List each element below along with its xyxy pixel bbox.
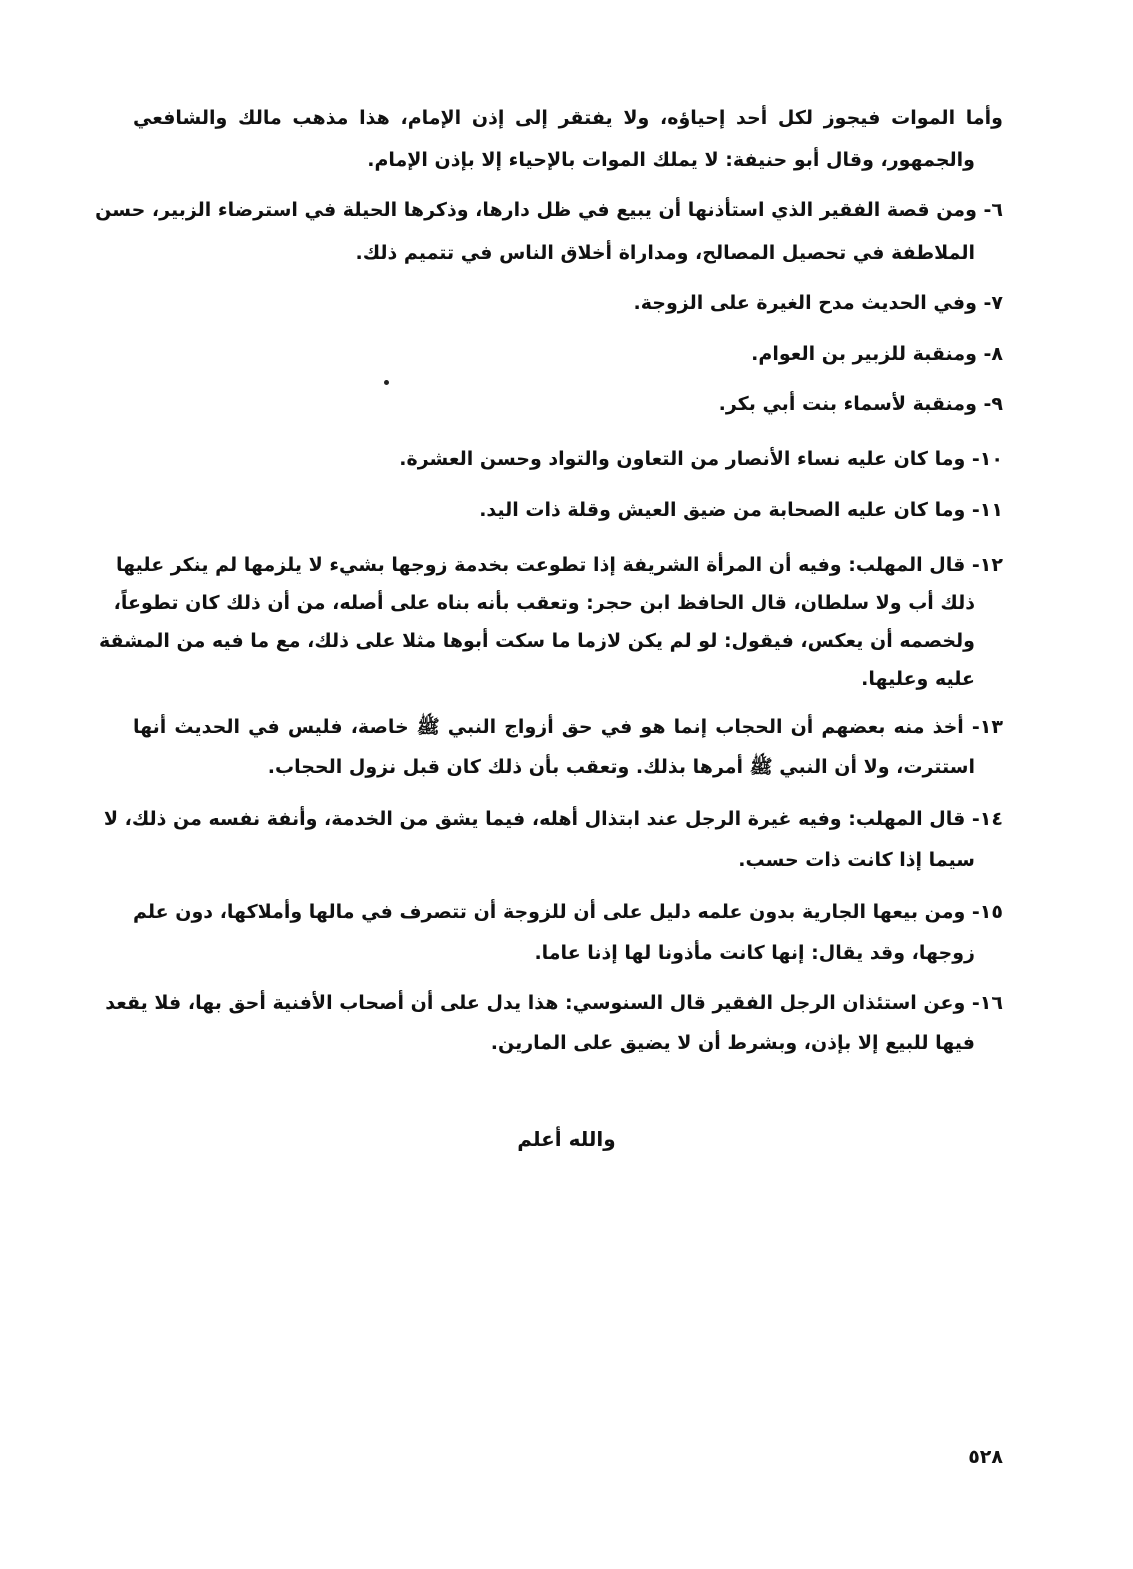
- text-line: ١٢- قال المهلب: وفيه أن المرأة الشريفة إذا تطوعت بخدمة زوجها بشيء لا يلزمها لم ينكر عليها: [116, 554, 1003, 576]
- paragraph-7: ٧- وفي الحديث مدح الغيرة على الزوجة.: [633, 292, 1003, 314]
- paragraph-9: ٩- ومنقبة لأسماء بنت أبي بكر.: [718, 393, 1003, 415]
- text-line: الملاطفة في تحصيل المصالح، ومداراة أخلاق الناس في تتميم ذلك.: [355, 242, 975, 264]
- text-line: فيها للبيع إلا بإذن، وبشرط أن لا يضيق على المارين.: [490, 1032, 975, 1054]
- paragraph-10: ١٠- وما كان عليه نساء الأنصار من التعاون والتواد وحسن العشرة.: [399, 448, 1003, 470]
- text-line: سيما إذا كانت ذات حسب.: [738, 849, 975, 871]
- text-line: ولخصمه أن يعكس، فيقول: لو لم يكن لازما ما سكت أبوها مثلا على ذلك، مع ما فيه من المشقة: [98, 630, 975, 652]
- text-line: ٦- ومن قصة الفقير الذي استأذنها أن يبيع في ظل دارها، وذكرها الحيلة في استرضاء الزبير، حسن: [95, 199, 1003, 221]
- text-line: وأما الموات فيجوز لكل أحد إحياؤه، ولا يفتقر إلى إذن الإمام، هذا مذهب مالك والشافعي: [133, 107, 1003, 129]
- closing-phrase: والله أعلم: [517, 1127, 616, 1151]
- text-line: ١٤- قال المهلب: وفيه غيرة الرجل عند ابتذال أهله، فيما يشق من الخدمة، وأنفة نفسه من ذلك، لا: [103, 808, 1003, 830]
- paragraph-8: ٨- ومنقبة للزبير بن العوام.: [751, 343, 1003, 365]
- text-line: ١٥- ومن بيعها الجارية بدون علمه دليل على أن للزوجة أن تتصرف في مالها وأملاكها، دون علم: [133, 901, 1003, 923]
- page-number: ٥٢٨: [968, 1446, 1003, 1468]
- scan-speck: [384, 380, 389, 385]
- text-line: استترت، ولا أن النبي ﷺ أمرها بذلك. وتعقب بأن ذلك كان قبل نزول الحجاب.: [267, 756, 975, 778]
- text-line: عليه وعليها.: [861, 668, 975, 690]
- text-line: ١٣- أخذ منه بعضهم أن الحجاب إنما هو في حق أزواج النبي ﷺ خاصة، فليس في الحديث أنها: [133, 716, 1003, 738]
- text-line: زوجها، وقد يقال: إنها كانت مأذونا لها إذنا عاما.: [534, 942, 975, 964]
- text-line: والجمهور، وقال أبو حنيفة: لا يملك الموات بالإحياء إلا بإذن الإمام.: [367, 149, 975, 171]
- text-line: ذلك أب ولا سلطان، قال الحافظ ابن حجر: وتعقب بأنه بناه على أصله، من أن ذلك كان تطوعاً،: [113, 592, 975, 614]
- paragraph-11: ١١- وما كان عليه الصحابة من ضيق العيش وقلة ذات اليد.: [479, 499, 1003, 521]
- text-line: ١٦- وعن استئذان الرجل الفقير قال السنوسي: هذا يدل على أن أصحاب الأفنية أحق بها، فلا يقعد: [105, 992, 1003, 1014]
